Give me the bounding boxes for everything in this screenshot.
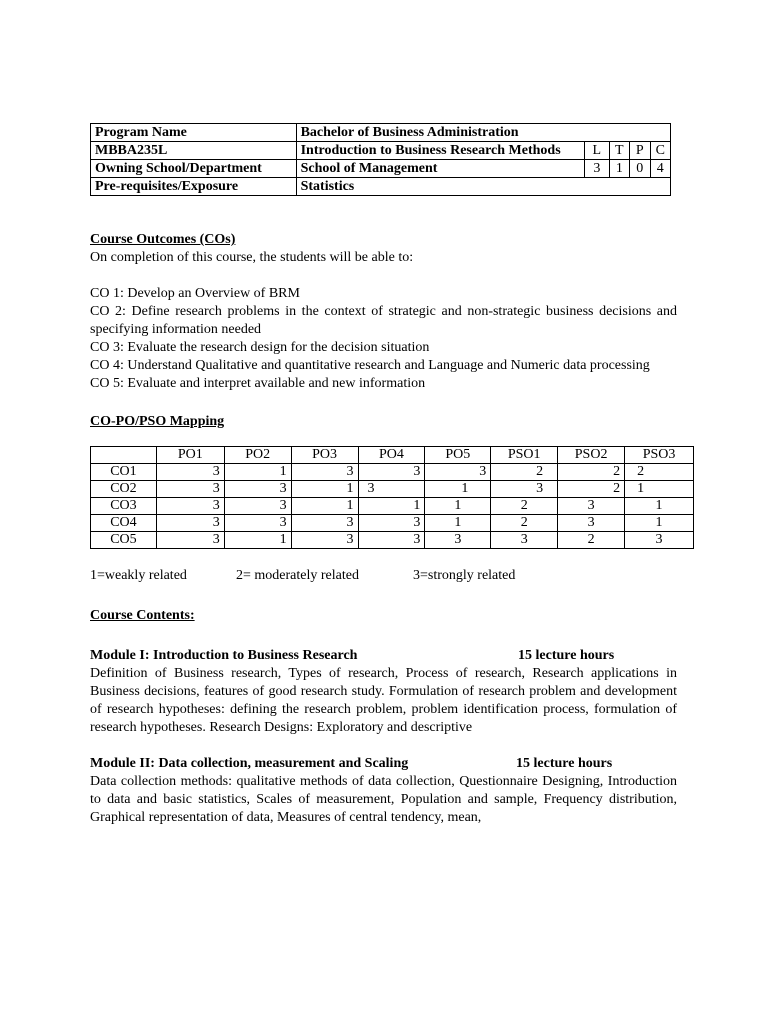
mapping-cell: 1 xyxy=(291,481,358,498)
legend-strong: 3=strongly related xyxy=(413,568,516,583)
mapping-cell: 1 xyxy=(224,532,291,549)
mapping-row-label: CO4 xyxy=(91,515,157,532)
table-row xyxy=(91,464,694,481)
mapping-col-po4: PO4 xyxy=(358,447,425,464)
co-item-4: CO 4: Understand Qualitative and quantitative research and Language and Numeric data processing xyxy=(90,358,650,373)
mapping-cell: 3 xyxy=(291,464,358,481)
course-outcomes-intro: On completion of this course, the students will be able to: xyxy=(90,250,414,265)
mapping-cell: 3 xyxy=(358,481,425,498)
prereq-label: Pre-requisites/Exposure xyxy=(91,178,297,196)
mapping-cell: 3 xyxy=(358,464,425,481)
mapping-cell: 2 xyxy=(491,464,558,481)
document-page xyxy=(90,123,677,827)
mapping-cell: 1 xyxy=(425,481,491,498)
co-item-2: CO 2: Define research problems in the context of strategic and non-strategic business decisions and specifying information needed xyxy=(90,304,677,337)
ltpc-value-p: 0 xyxy=(630,160,650,178)
mapping-cell: 2 xyxy=(491,498,558,515)
mapping-heading: CO-PO/PSO Mapping xyxy=(90,414,225,429)
mapping-col-po1: PO1 xyxy=(156,447,224,464)
mapping-col-po5: PO5 xyxy=(425,447,491,464)
mapping-cell: 1 xyxy=(625,498,694,515)
mapping-cell: 3 xyxy=(558,515,625,532)
mapping-cell: 3 xyxy=(625,532,694,549)
mapping-cell: 1 xyxy=(625,481,694,498)
mapping-cell: 3 xyxy=(425,464,491,481)
mapping-col-po2: PO2 xyxy=(224,447,291,464)
ltpc-value-c: 4 xyxy=(650,160,671,178)
mapping-col-pso3: PSO3 xyxy=(625,447,694,464)
ltpc-value-t: 1 xyxy=(609,160,629,178)
mapping-cell: 3 xyxy=(491,532,558,549)
co-po-mapping-table xyxy=(90,446,694,549)
program-name-label: Program Name xyxy=(91,124,297,142)
ltpc-header-l: L xyxy=(585,142,610,160)
course-contents-heading: Course Contents: xyxy=(90,608,195,623)
mapping-col-pso1: PSO1 xyxy=(491,447,558,464)
mapping-header-row xyxy=(91,447,694,464)
mapping-row-label: CO1 xyxy=(91,464,157,481)
mapping-cell: 3 xyxy=(358,515,425,532)
mapping-cell: 2 xyxy=(558,481,625,498)
co-item-3: CO 3: Evaluate the research design for the decision situation xyxy=(90,340,430,355)
mapping-cell: 1 xyxy=(224,464,291,481)
mapping-cell: 2 xyxy=(625,464,694,481)
ltpc-value-l: 3 xyxy=(585,160,610,178)
mapping-cell: 2 xyxy=(558,532,625,549)
mapping-cell: 3 xyxy=(224,515,291,532)
table-row xyxy=(91,532,694,549)
course-outcomes-heading: Course Outcomes (COs) xyxy=(90,232,236,247)
course-title: Introduction to Business Research Methods xyxy=(296,142,584,160)
module-2-hours: 15 lecture hours xyxy=(516,756,613,771)
course-code: MBBA235L xyxy=(91,142,297,160)
module-1-hours: 15 lecture hours xyxy=(518,648,615,663)
mapping-cell: 3 xyxy=(224,498,291,515)
legend-moderate: 2= moderately related xyxy=(236,568,359,583)
module-2-title: Module II: Data collection, measurement and Scaling xyxy=(90,756,409,771)
ltpc-header-c: C xyxy=(650,142,671,160)
module-2-header xyxy=(90,755,677,773)
mapping-cell: 3 xyxy=(156,532,224,549)
program-name-value: Bachelor of Business Administration xyxy=(296,124,670,142)
mapping-row-label: CO2 xyxy=(91,481,157,498)
table-row xyxy=(91,498,694,515)
mapping-legend xyxy=(90,567,677,585)
legend-weak: 1=weakly related xyxy=(90,568,187,583)
mapping-cell: 2 xyxy=(558,464,625,481)
school-label: Owning School/Department xyxy=(91,160,297,178)
co-item-5: CO 5: Evaluate and interpret available and new information xyxy=(90,376,426,391)
table-row xyxy=(91,515,694,532)
mapping-cell: 3 xyxy=(156,481,224,498)
mapping-corner-cell xyxy=(91,447,157,464)
mapping-row-label: CO3 xyxy=(91,498,157,515)
module-1-title: Module I: Introduction to Business Research xyxy=(90,648,358,663)
ltpc-header-p: P xyxy=(630,142,650,160)
mapping-cell: 3 xyxy=(558,498,625,515)
mapping-col-pso2: PSO2 xyxy=(558,447,625,464)
module-1-header xyxy=(90,647,677,665)
mapping-col-po3: PO3 xyxy=(291,447,358,464)
mapping-cell: 2 xyxy=(491,515,558,532)
mapping-row-label: CO5 xyxy=(91,532,157,549)
prereq-value: Statistics xyxy=(296,178,670,196)
mapping-cell: 1 xyxy=(291,498,358,515)
mapping-cell: 1 xyxy=(425,498,491,515)
mapping-cell: 3 xyxy=(156,464,224,481)
school-value: School of Management xyxy=(296,160,584,178)
module-1-text: Definition of Business research, Types of research, Process of research, Research applications in Business decisions, features of good research study. Formulation of research problem and development of research hypotheses: defining the research problem, problem identification process, formulation of research hypotheses. Research Designs: Exploratory and descriptive xyxy=(90,666,677,735)
mapping-cell: 1 xyxy=(425,515,491,532)
mapping-cell: 3 xyxy=(491,481,558,498)
ltpc-header-t: T xyxy=(609,142,629,160)
mapping-cell: 3 xyxy=(156,515,224,532)
mapping-cell: 3 xyxy=(291,515,358,532)
mapping-cell: 3 xyxy=(224,481,291,498)
mapping-cell: 3 xyxy=(156,498,224,515)
module-2-text: Data collection methods: qualitative methods of data collection, Questionnaire Designing, Introduction to data and basic statistics, Scales of measurement, Population and sample, Frequency distribution, Graphical representation of data, Measures of central tendency, mean, xyxy=(90,774,677,825)
mapping-cell: 3 xyxy=(291,532,358,549)
mapping-cell: 1 xyxy=(358,498,425,515)
mapping-cell: 3 xyxy=(358,532,425,549)
mapping-cell: 3 xyxy=(425,532,491,549)
table-row xyxy=(91,481,694,498)
course-info-table xyxy=(90,123,671,196)
mapping-cell: 1 xyxy=(625,515,694,532)
co-item-1: CO 1: Develop an Overview of BRM xyxy=(90,286,300,301)
